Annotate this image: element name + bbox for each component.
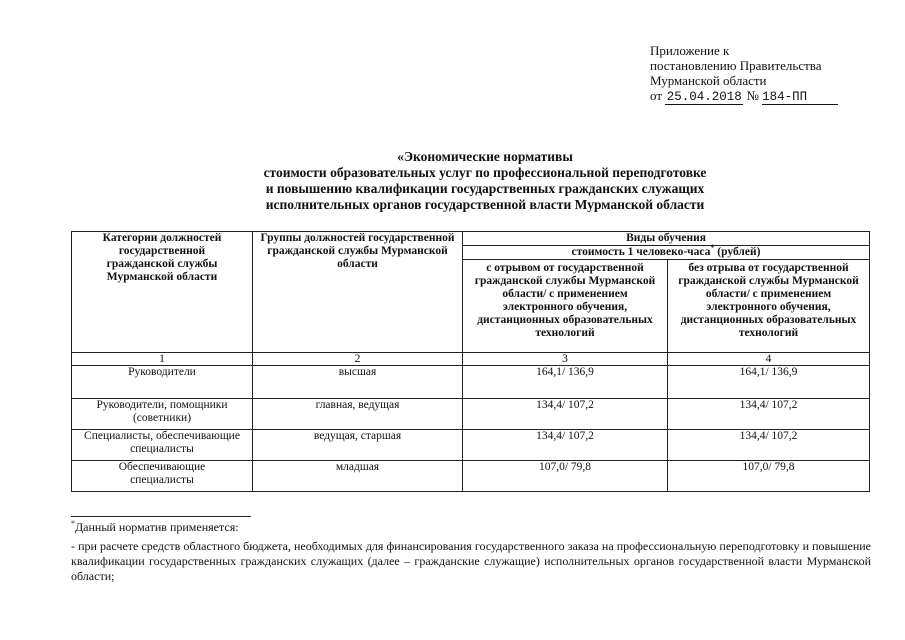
category-cell: Руководители (72, 366, 253, 399)
cost-with-leave-cell: 134,4/ 107,2 (463, 399, 668, 430)
footnote-marker: * (71, 519, 75, 528)
date-prefix: от (650, 88, 663, 103)
footnote-separator (71, 516, 251, 517)
appendix-line-2: постановлению Правительства (650, 58, 822, 73)
header-position-category: Категории должностей государственной гражданской службы Мурманской области (72, 232, 253, 353)
cost-without-leave-cell: 107,0/ 79,8 (668, 461, 870, 492)
column-number: 2 (253, 353, 463, 366)
header-with-leave: с отрывом от государственной гражданской службы Мурманской области/ с применением электронного обучения, дистанционных образовательных технологий (463, 260, 668, 353)
column-number: 3 (463, 353, 668, 366)
column-number: 1 (72, 353, 253, 366)
cost-norms-table (71, 231, 870, 492)
cost-with-leave-cell: 164,1/ 136,9 (463, 366, 668, 399)
header-position-group: Группы должностей государственной гражданской службы Мурманской области (253, 232, 463, 353)
cost-without-leave-cell: 134,4/ 107,2 (668, 430, 870, 461)
appendix-line-3: Мурманской области (650, 73, 767, 88)
document-date: 25.04.2018 (666, 90, 742, 104)
appendix-date-line (650, 88, 838, 105)
footnote-intro: Данный норматив применяется: (75, 520, 239, 534)
cost-with-leave-cell: 134,4/ 107,2 (463, 430, 668, 461)
title-line-4: исполнительных органов государственной власти Мурманской области (265, 197, 705, 212)
header-cost-per-hour (463, 243, 870, 260)
column-numbers-row (72, 353, 870, 366)
cost-footnote-marker: * (710, 243, 715, 253)
footnote-intro-line (71, 520, 871, 535)
number-sign: № (746, 88, 759, 103)
cost-without-leave-cell: 134,4/ 107,2 (668, 399, 870, 430)
category-cell: Специалисты, обеспечивающие специалисты (72, 430, 253, 461)
group-cell: высшая (253, 366, 463, 399)
header-training-types: Виды обучения (463, 232, 870, 246)
table-row (72, 430, 870, 461)
document-number: 184-ПП (762, 91, 838, 105)
cost-label: стоимость 1 человеко-часа (571, 246, 711, 258)
group-cell: ведущая, старшая (253, 430, 463, 461)
title-line-2: стоимости образовательных услуг по профессиональной переподготовке (263, 165, 707, 180)
footnote (71, 520, 871, 584)
cost-with-leave-cell: 107,0/ 79,8 (463, 461, 668, 492)
table-row (72, 461, 870, 492)
appendix-line-1: Приложение к (650, 43, 730, 58)
footnote-text: - при расчете средств областного бюджета, необходимых для финансирования государственного заказа на профессиональную переподготовку и повышение квалификации государственных гражданских служащих (далее – гражданские служащие) исполнительных органов государственной власти Мурманской области; (71, 539, 871, 583)
table-row (72, 366, 870, 399)
title-line-1: «Экономические нормативы (397, 149, 573, 164)
category-cell: Обеспечивающие специалисты (72, 461, 253, 492)
cost-unit: (рублей) (714, 246, 761, 258)
header-without-leave: без отрыва от государственной гражданской службы Мурманской области/ с применением электронного обучения, дистанционных образовательных технологий (668, 260, 870, 353)
group-cell: главная, ведущая (253, 399, 463, 430)
column-number: 4 (668, 353, 870, 366)
appendix-header (650, 43, 838, 105)
title-line-3: и повышению квалификации государственных гражданских служащих (265, 181, 705, 196)
cost-without-leave-cell: 164,1/ 136,9 (668, 366, 870, 399)
group-cell: младшая (253, 461, 463, 492)
document-title (200, 149, 770, 213)
table-row (72, 399, 870, 430)
category-cell: Руководители, помощники (советники) (72, 399, 253, 430)
